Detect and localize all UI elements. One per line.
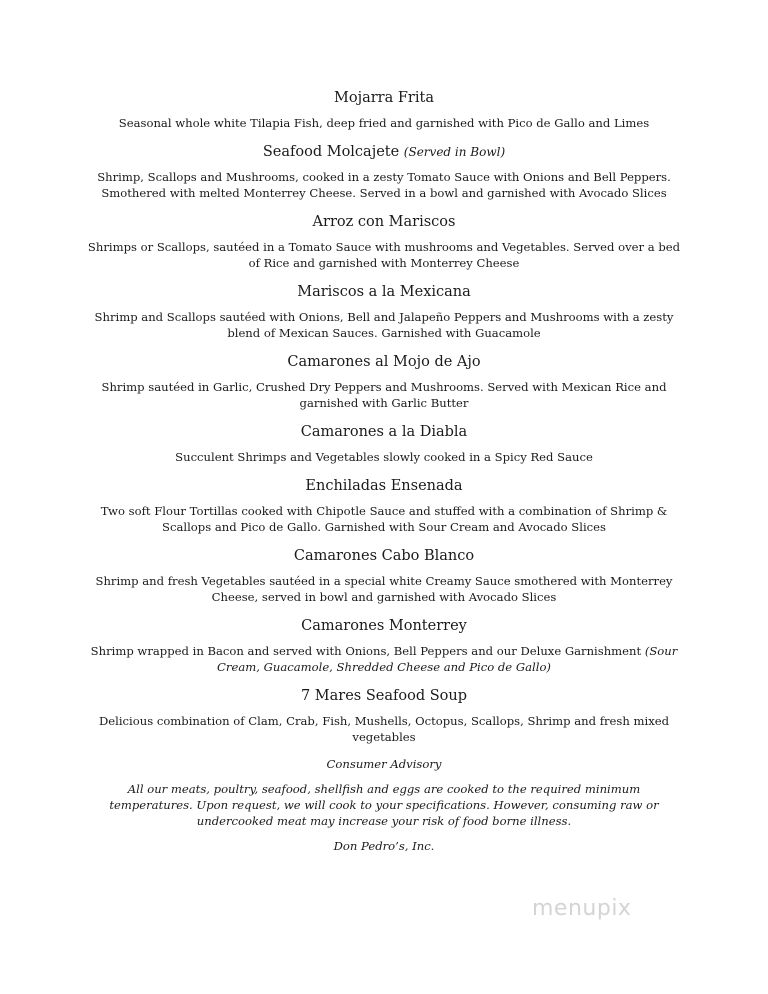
item-description: Delicious combination of Clam, Crab, Fish, Mushells, Octopus, Scallops, Shrimp and fresh mixed vegetables [98,714,670,744]
item-description: Shrimp, Scallops and Mushrooms, cooked in a zesty Tomato Sauce with Onions and Bell Peppers. Smothered with melted Monterrey Cheese. Served in a bowl and garnished with Avocado Slices [97,170,671,200]
item-description: Shrimps or Scallops, sautéed in a Tomato Sauce with mushrooms and Vegetables. Served over a bed of Rice and garnished with Monterrey Cheese [87,240,681,270]
menu-item [86,476,682,535]
menu-page [86,88,682,854]
item-description: Shrimp sautéed in Garlic, Crushed Dry Peppers and Mushrooms. Served with Mexican Rice and garnished with Garlic Butter [101,380,667,410]
item-description: Shrimp and Scallops sautéed with Onions, Bell and Jalapeño Peppers and Mushrooms with a zesty blend of Mexican Sauces. Garnished with Guacamole [94,310,674,340]
company-name: Don Pedro’s, Inc. [333,839,435,853]
menu-item [86,142,682,201]
item-description-italic: (Sour Cream, Guacamole, Shredded Cheese and Pico de Gallo) [217,644,678,674]
item-title: 7 Mares Seafood Soup [300,688,468,704]
menu-item [86,212,682,271]
item-description: Shrimp wrapped in Bacon and served with Onions, Bell Peppers and our Deluxe Garnishment (Sour Cream, Guacamole, Shredded Cheese and Pico de Gallo) [90,644,678,674]
item-description: Two soft Flour Tortillas cooked with Chipotle Sauce and stuffed with a combination of Shrimp & Scallops and Pico de Gallo. Garnished with Sour Cream and Avocado Slices [100,504,668,534]
advisory-title: Consumer Advisory [326,757,442,771]
item-title: Camarones Monterrey [301,618,467,634]
item-description: Succulent Shrimps and Vegetables slowly cooked in a Spicy Red Sauce [175,450,593,464]
item-note: (Served in Bowl) [403,145,506,159]
advisory-text: All our meats, poultry, seafood, shellfish and eggs are cooked to the required minimum temperatures. Upon request, we will cook to your specifications. However, consuming raw or undercooked meat may increase your risk of food borne illness. [109,782,659,828]
item-title: Seafood Molcajete (Served in Bowl) [262,144,506,160]
watermark-logo: menupix [532,896,632,921]
item-title: Mariscos a la Mexicana [297,284,471,300]
menu-item [86,282,682,341]
menu-item [86,352,682,411]
item-description: Shrimp and fresh Vegetables sautéed in a special white Creamy Sauce smothered with Monterrey Cheese, served in bowl and garnished with Avocado Slices [95,574,673,604]
menu-item [86,686,682,745]
menu-item [86,422,682,465]
menu-item [86,616,682,675]
menu-item [86,546,682,605]
item-description: Seasonal whole white Tilapia Fish, deep fried and garnished with Pico de Gallo and Limes [118,116,650,130]
item-title: Camarones Cabo Blanco [293,548,475,564]
menu-item [86,88,682,131]
item-title: Camarones a la Diabla [300,424,468,440]
item-title: Enchiladas Ensenada [305,478,463,494]
item-title: Mojarra Frita [334,90,434,106]
item-title: Arroz con Mariscos [312,214,456,230]
item-title: Camarones al Mojo de Ajo [287,354,481,370]
